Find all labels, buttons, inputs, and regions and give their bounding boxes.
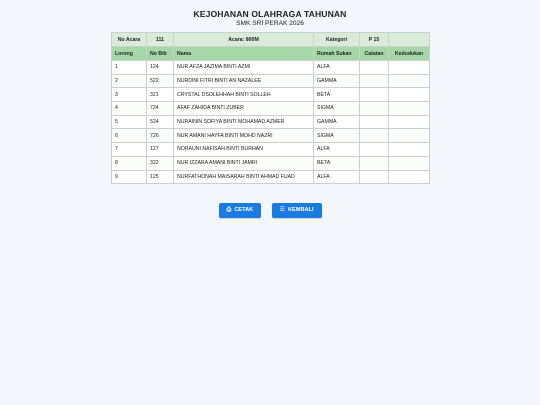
page-subtitle: SMK SRI PERAK 2026: [236, 20, 304, 27]
house-cell: GAMMA: [314, 115, 360, 129]
notes-cell[interactable]: [360, 61, 389, 75]
name-cell: NUR IZZARA AMANI BINTI JAMRI: [174, 156, 314, 170]
lane-cell: 9: [112, 170, 147, 184]
lane-cell: 8: [112, 156, 147, 170]
bib-cell: 127: [147, 143, 174, 157]
table-row: [112, 74, 430, 88]
name-cell: NURAININ SOFIYA BINTI MOHAMAD AZMER: [174, 115, 314, 129]
table-row: [112, 156, 430, 170]
notes-cell[interactable]: [360, 129, 389, 143]
table-row: [112, 102, 430, 116]
event-number-value: 111: [147, 33, 174, 47]
house-cell: SIGMA: [314, 102, 360, 116]
action-buttons: [0, 198, 540, 218]
bib-cell: 724: [147, 102, 174, 116]
list-icon: ☰: [279, 207, 286, 213]
house-cell: ALFA: [314, 170, 360, 184]
table-row: [112, 88, 430, 102]
house-cell: ALFA: [314, 143, 360, 157]
bib-cell: 322: [147, 156, 174, 170]
column-header-notes: Catatan: [360, 47, 389, 61]
table-row: [112, 129, 430, 143]
column-header-lane: Lorong: [112, 47, 147, 61]
column-header-bib: No Bib: [147, 47, 174, 61]
bib-cell: 524: [147, 115, 174, 129]
print-button-label: CETAK: [234, 207, 254, 213]
house-cell: SIGMA: [314, 129, 360, 143]
name-cell: CRYSTAL DSOLEHHAH BINTI SOLLEH: [174, 88, 314, 102]
bib-cell: 124: [147, 61, 174, 75]
table-row: [112, 61, 430, 75]
position-cell[interactable]: [389, 61, 430, 75]
name-cell: NUR AFZA JAZIMA BINTI AZMI: [174, 61, 314, 75]
table-row: [112, 115, 430, 129]
column-header-row: [112, 47, 430, 61]
name-cell: AFAF ZAHIDA BINTI ZUBER: [174, 102, 314, 116]
notes-cell[interactable]: [360, 102, 389, 116]
lane-cell: 5: [112, 115, 147, 129]
position-cell[interactable]: [389, 170, 430, 184]
column-header-position: Kedudukan: [389, 47, 430, 61]
back-button-label: KEMBALI: [288, 207, 314, 213]
name-cell: NUR AMANI HAYFA BINTI MOHD NAZRI: [174, 129, 314, 143]
name-cell: NURFATHONAH MAISARAH BINTI AHMAD FUAD: [174, 170, 314, 184]
table-row: [112, 143, 430, 157]
lane-cell: 7: [112, 143, 147, 157]
page-header: [0, 0, 540, 27]
house-cell: GAMMA: [314, 74, 360, 88]
heat-sheet-table: [111, 32, 430, 184]
printer-icon: ⎙: [226, 207, 232, 213]
position-cell[interactable]: [389, 102, 430, 116]
notes-cell[interactable]: [360, 88, 389, 102]
bib-cell: 321: [147, 88, 174, 102]
position-cell[interactable]: [389, 129, 430, 143]
bib-cell: 726: [147, 129, 174, 143]
category-label: Kategori: [314, 33, 360, 47]
position-cell[interactable]: [389, 143, 430, 157]
column-header-house: Rumah Sukan: [314, 47, 360, 61]
notes-cell[interactable]: [360, 115, 389, 129]
event-name: Acara: 800M: [174, 33, 314, 47]
lane-cell: 4: [112, 102, 147, 116]
page-title: KEJOHANAN OLAHRAGA TAHUNAN: [193, 9, 347, 19]
house-cell: BETA: [314, 88, 360, 102]
lane-cell: 1: [112, 61, 147, 75]
bib-cell: 125: [147, 170, 174, 184]
house-cell: BETA: [314, 156, 360, 170]
notes-cell[interactable]: [360, 170, 389, 184]
table-row: [112, 170, 430, 184]
bib-cell: 522: [147, 74, 174, 88]
name-cell: NURDINI FITRI BINTI AN NAZALEE: [174, 74, 314, 88]
position-cell[interactable]: [389, 156, 430, 170]
category-value: P 15: [360, 33, 389, 47]
name-cell: NORAUNI NAFISAH BINTI BURHAN: [174, 143, 314, 157]
event-info-row: [112, 33, 430, 47]
notes-cell[interactable]: [360, 156, 389, 170]
event-number-label: No Acara: [112, 33, 147, 47]
print-button[interactable]: [219, 203, 262, 218]
event-info-blank: [389, 33, 430, 47]
lane-cell: 2: [112, 74, 147, 88]
notes-cell[interactable]: [360, 143, 389, 157]
column-header-name: Nama: [174, 47, 314, 61]
position-cell[interactable]: [389, 88, 430, 102]
position-cell[interactable]: [389, 74, 430, 88]
lane-cell: 6: [112, 129, 147, 143]
house-cell: ALFA: [314, 61, 360, 75]
position-cell[interactable]: [389, 115, 430, 129]
lane-cell: 3: [112, 88, 147, 102]
notes-cell[interactable]: [360, 74, 389, 88]
back-button[interactable]: [272, 203, 322, 218]
